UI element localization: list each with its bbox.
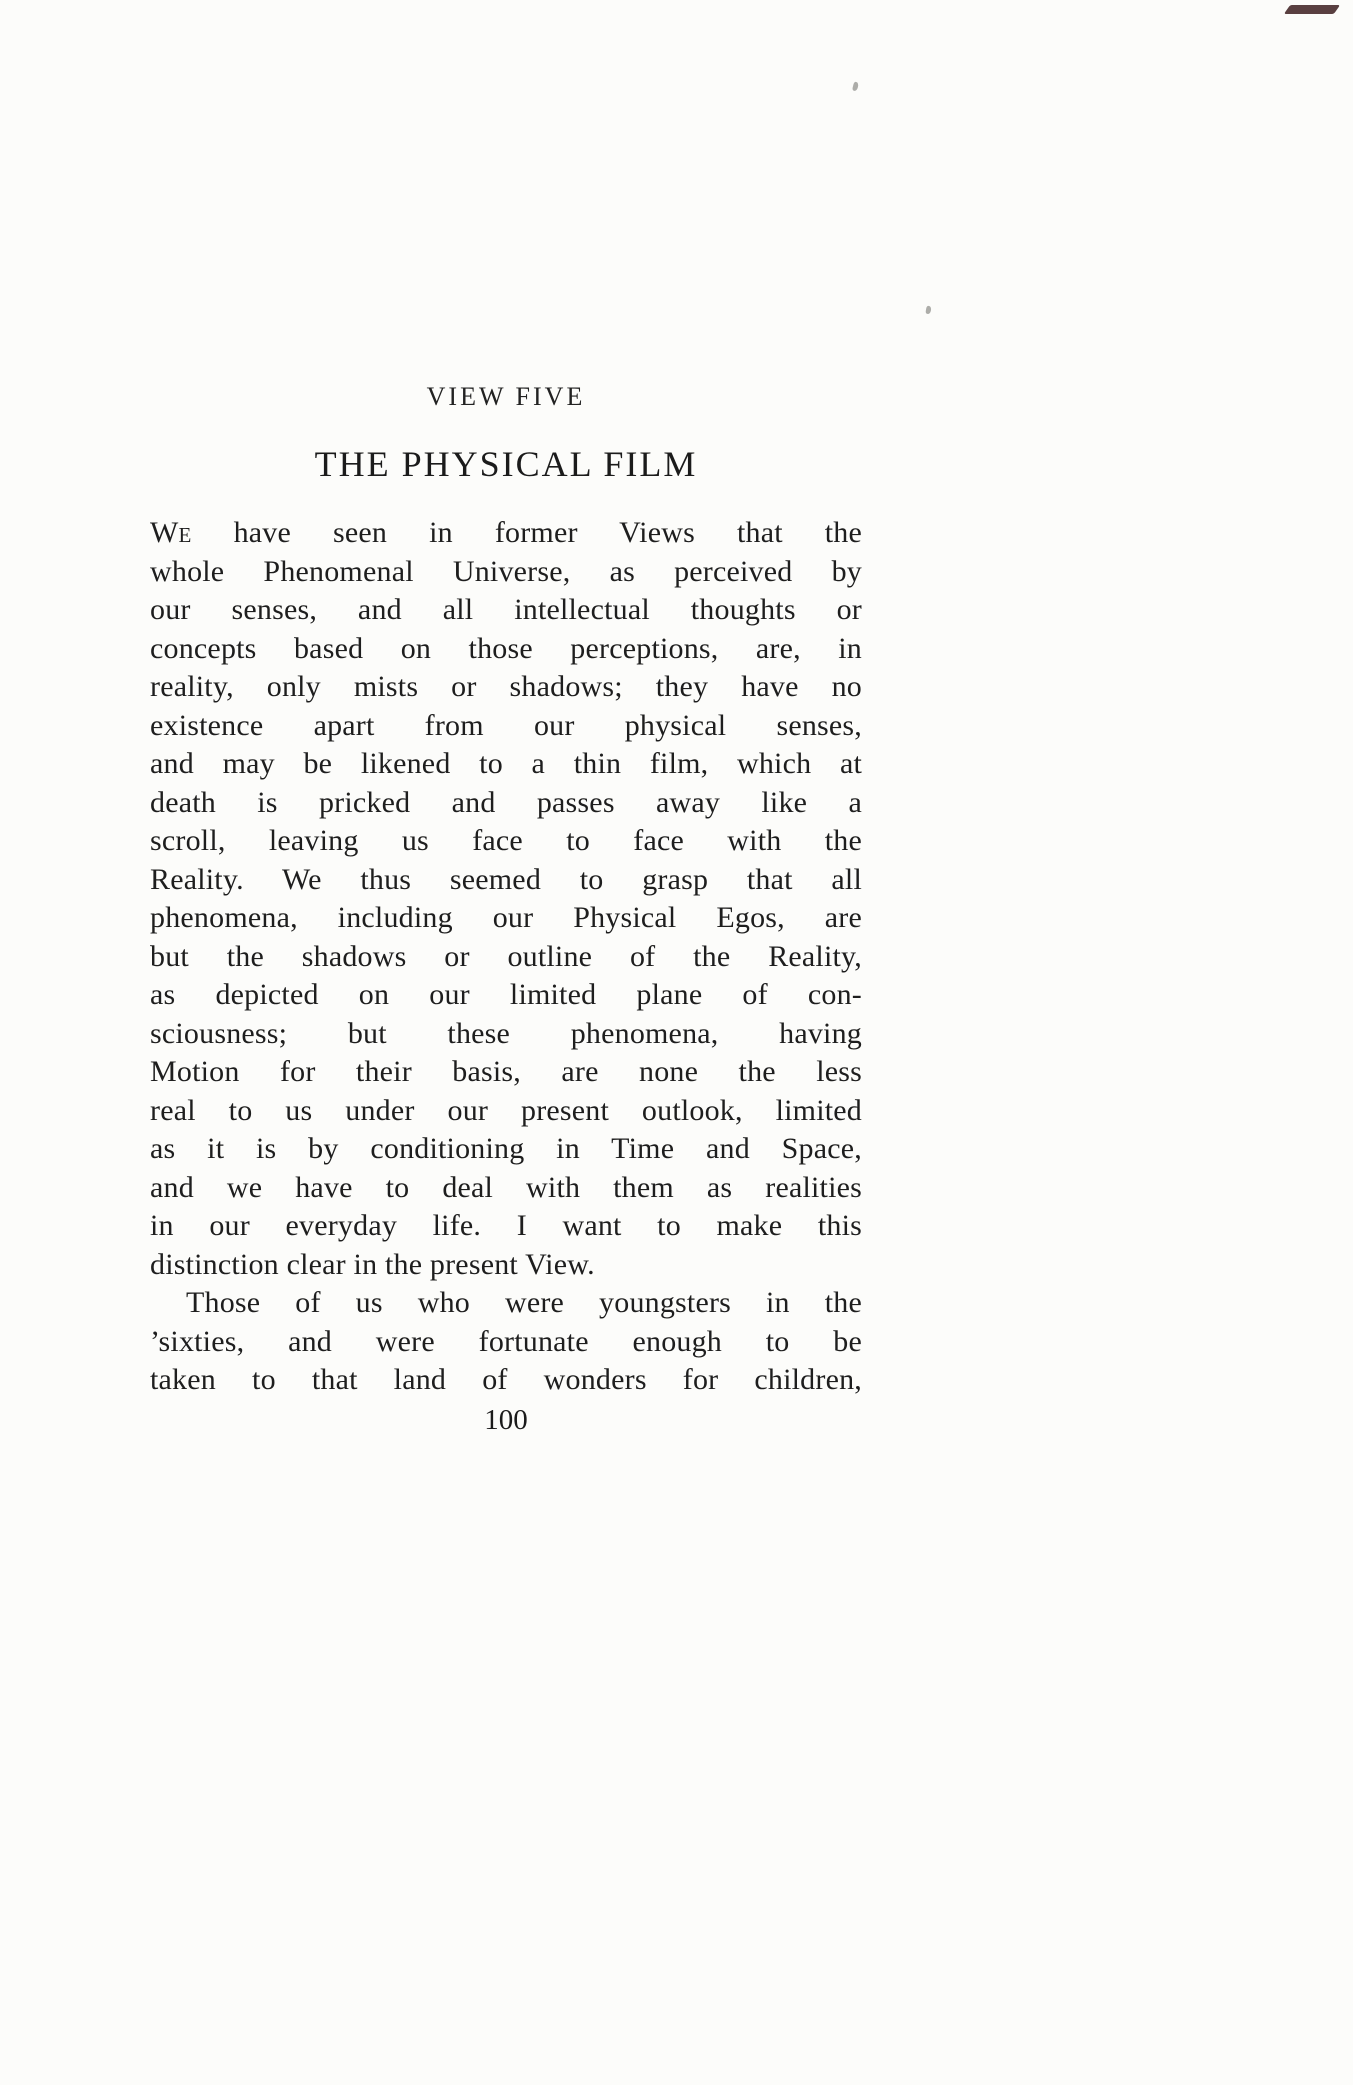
- text-line: as depicted on our limited plane of con-: [150, 978, 862, 1011]
- text-line: sciousness; but these phenomena, having: [150, 1016, 862, 1050]
- section-kicker: VIEW FIVE: [426, 382, 586, 411]
- text-line: Motion for their basis, are none the less: [150, 1055, 862, 1088]
- text-line: and we have to deal with them as realities: [150, 1170, 862, 1204]
- text-line: phenomena, including our Physical Egos, are: [150, 901, 862, 934]
- text-line: ’sixties, and were fortunate enough to be: [150, 1324, 862, 1358]
- page-number: 100: [484, 1404, 528, 1436]
- body-text: [150, 514, 862, 1400]
- text-line: taken to that land of wonders for children,: [150, 1363, 862, 1396]
- text-line: in our everyday life. I want to make this: [150, 1209, 862, 1242]
- text-line: Reality. We thus seemed to grasp that all: [150, 862, 862, 896]
- line-rest: have seen in former Views that the: [233, 516, 863, 549]
- text-line: our senses, and all intellectual thoughts or: [150, 593, 862, 626]
- text-line: death is pricked and passes away like a: [150, 785, 862, 819]
- text-line: reality, only mists or shadows; they have no: [150, 670, 862, 703]
- text-line: real to us under our present outlook, limited: [150, 1093, 862, 1127]
- text-line: distinction clear in the present View.: [150, 1247, 595, 1281]
- chapter-title: THE PHYSICAL FILM: [314, 444, 698, 484]
- scan-speck: [852, 82, 859, 92]
- scan-artifact-mark: [1284, 5, 1340, 14]
- text-line: concepts based on those perceptions, are, in: [150, 631, 862, 665]
- text-line: scroll, leaving us face to face with the: [150, 824, 862, 857]
- text-line: but the shadows or outline of the Reality,: [150, 939, 862, 973]
- text-line: existence apart from our physical senses,: [150, 708, 862, 742]
- text-line: and may be likened to a thin film, which at: [150, 747, 862, 780]
- text-line: whole Phenomenal Universe, as perceived by: [150, 554, 862, 588]
- text-line: [150, 514, 862, 553]
- text-line: Those of us who were youngsters in the: [186, 1286, 862, 1319]
- scan-speck: [925, 306, 931, 315]
- lead-word: We: [150, 516, 192, 549]
- text-line: as it is by conditioning in Time and Space,: [150, 1132, 862, 1165]
